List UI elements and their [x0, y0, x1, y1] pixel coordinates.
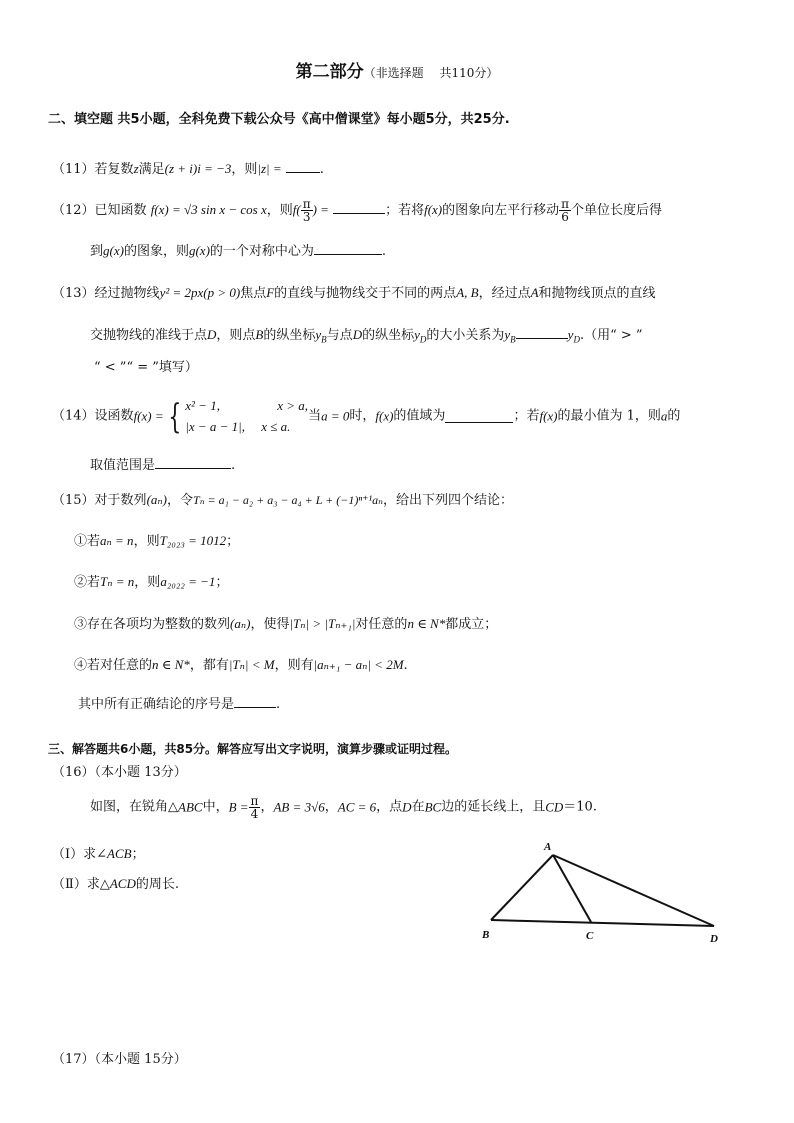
point-label-A: A — [544, 841, 552, 853]
q16-stem — [90, 795, 597, 820]
q13-AB: A, B — [456, 285, 479, 300]
segment-AD — [553, 855, 714, 926]
q12-l2-b: 的图象，则 — [123, 244, 189, 259]
q12-fraction-pi-6 — [559, 198, 571, 223]
q15-s1-e: ； — [226, 534, 240, 549]
q15-s3-a: ③存在各项均为整数的数列 — [74, 617, 231, 632]
q16-part-1 — [52, 846, 145, 863]
q14-a0: a = 0 — [321, 408, 350, 424]
q11-text-c: ，则 — [231, 162, 258, 177]
q13-answer-blank[interactable] — [516, 326, 568, 339]
q13-number: （13） — [52, 286, 95, 301]
q16-AC: AC = 6 — [337, 799, 377, 815]
q12-gx-2: g(x) — [188, 243, 210, 258]
q16-text-b: 中， — [202, 799, 229, 815]
q16-text-g: 边的延长线上，且 — [441, 799, 546, 815]
q14-text-g: 的最小值为 1，则 — [557, 408, 661, 424]
q14-text-a: 设函数 — [94, 408, 134, 424]
q14-text-h: 的 — [667, 408, 681, 424]
q13-l2-d: 与点 — [326, 328, 353, 343]
q12-f-open: f( — [292, 202, 301, 217]
q16-header: （16）（本小题 13分） — [52, 765, 187, 780]
question-14 — [52, 396, 680, 437]
q16-p1-a: （Ⅰ）求∠ — [52, 847, 108, 862]
q15-Tn-def: Tₙ = a₁ − a₂ + a₃ − a₄ + L + (−1)ⁿ⁺¹aₙ — [193, 493, 383, 507]
question-15 — [52, 492, 513, 509]
q15-s3-d: |Tₙ| > |Tₙ₊₁| — [289, 616, 356, 631]
question-13 — [52, 285, 656, 302]
section2-heading: 二、填空题 共5小题，全科免费下载公众号《高中僧课堂》每小题5分，共25分. — [48, 112, 510, 127]
q13-l1-c: 的直线与抛物线交于不同的两点 — [274, 286, 457, 301]
q16-frac-num: π — [250, 794, 259, 808]
q14-cond1: x > a, — [277, 398, 309, 413]
q13-D-2: D — [352, 327, 363, 342]
q16-text-f: 在 — [411, 799, 425, 815]
q15-s2-a: ②若 — [74, 575, 101, 590]
q15-s4-g: . — [403, 658, 408, 673]
q12-gx: g(x) — [103, 243, 124, 258]
q15-s1-a: ①若 — [74, 534, 101, 549]
q15-statement-3 — [74, 616, 497, 633]
q14-l2: 取值范围是 — [90, 458, 156, 473]
q12-text-b: ，则 — [266, 203, 293, 218]
q12-text-a: 已知函数 — [94, 203, 147, 218]
q16-text-h: ＝10. — [563, 799, 597, 815]
q12-fraction-pi-3 — [301, 198, 313, 223]
q15-text-b: ，令 — [167, 493, 194, 508]
q12-answer-blank-2[interactable] — [314, 242, 382, 255]
q13-yD-sub: D — [419, 334, 427, 345]
q16-fraction-pi-4 — [249, 795, 261, 820]
q13-yB2-sub: B — [510, 334, 516, 345]
q15-concl-text: 其中所有正确结论的序号是 — [78, 697, 235, 712]
left-brace: { — [167, 396, 181, 437]
q15-s3-c: ，使得 — [250, 617, 290, 632]
q13-l1-b: 焦点 — [240, 286, 267, 301]
q16-B: B = — [228, 799, 249, 815]
q13-l1-e: 和抛物线顶点的直线 — [538, 286, 656, 301]
q15-statement-1 — [74, 533, 239, 550]
q11-end: . — [319, 162, 324, 177]
q15-s4-d: |Tₙ| < M — [228, 657, 275, 672]
page-title — [0, 62, 794, 82]
q13-l1-d: ，经过点 — [478, 286, 531, 301]
q16-text-c: ， — [260, 799, 274, 815]
question-14-line2 — [90, 456, 235, 474]
segment-AB — [491, 855, 553, 920]
q13-A: A — [530, 285, 539, 300]
q14-end: . — [231, 458, 236, 473]
title-note: （非选择题 共110分） — [363, 66, 499, 80]
q16-text-d: ， — [324, 799, 338, 815]
q12-number: （12） — [52, 203, 95, 218]
q11-var-z: z — [133, 161, 139, 176]
q14-case1: x² − 1, — [185, 398, 220, 413]
q15-s3-b: (aₙ) — [230, 616, 251, 631]
q15-end: . — [276, 697, 281, 712]
q16-p1-angle: ACB — [107, 846, 132, 861]
q13-l1-a: 经过抛物线 — [94, 286, 160, 301]
q12-text-e: 个单位长度后得 — [571, 203, 663, 218]
q13-yB-2: y — [504, 327, 511, 342]
q15-s2-e: ； — [215, 575, 229, 590]
q14-var-a: a — [660, 408, 668, 424]
question-13-line3: “ < ”“ = ”填写） — [94, 360, 198, 375]
q16-AB: AB = 3√6 — [273, 799, 325, 815]
q15-conclusion — [78, 695, 280, 713]
q15-number: （15） — [52, 493, 95, 508]
q15-text-c: ，给出下列四个结论： — [382, 493, 513, 508]
q14-case2-row — [185, 417, 308, 438]
q15-s1-b: aₙ = n — [100, 533, 134, 548]
q13-B: B — [255, 327, 264, 342]
q12-frac-num: π — [302, 197, 311, 211]
q15-s1-c: ，则 — [133, 534, 160, 549]
q15-statement-2 — [74, 574, 228, 591]
q14-answer-blank-2[interactable] — [155, 456, 231, 469]
q13-D: D — [207, 327, 217, 342]
q13-yB-sub: B — [321, 334, 327, 345]
q16-BC: BC — [424, 799, 442, 815]
q12-function: f(x) = √3 sin x − cos x — [150, 202, 267, 217]
q16-p1-end: ； — [131, 847, 145, 862]
q15-s3-e: 对任意的 — [355, 617, 408, 632]
segment-BD — [491, 920, 714, 926]
q16-ABC: ABC — [178, 799, 203, 815]
q15-text-a: 对于数列 — [94, 493, 147, 508]
q11-number: （11） — [52, 162, 95, 177]
q13-F: F — [266, 285, 275, 300]
q14-case1-row — [185, 396, 308, 417]
q12-end: . — [381, 244, 387, 259]
q15-s2-b: Tₙ = n — [100, 574, 135, 589]
q14-piecewise — [185, 396, 308, 437]
q16-p2-a: （Ⅱ）求△ — [52, 877, 110, 892]
q11-text-b: 满足 — [138, 162, 165, 177]
question-12-line2 — [90, 242, 386, 260]
q15-answer-blank[interactable] — [234, 695, 276, 708]
q13-l2-b: ，则点 — [216, 328, 256, 343]
q11-equation: (z + i)i = −3 — [164, 161, 232, 176]
q14-text-b: 当 — [308, 408, 322, 424]
q14-text-c: 时， — [349, 408, 376, 424]
point-label-D: D — [710, 933, 718, 945]
q16-text-a: 如图，在锐角△ — [90, 799, 178, 815]
q16-text-e: ，点 — [376, 799, 403, 815]
point-label-B: B — [482, 929, 490, 941]
q15-s4-c: ，都有 — [189, 658, 229, 673]
question-12 — [52, 198, 662, 223]
q13-yD-2: y — [567, 327, 574, 342]
question-13-line2 — [90, 326, 643, 345]
q16-part-2 — [52, 876, 179, 893]
q14-fx-3: f(x) — [539, 408, 558, 424]
q13-l2-f: 的大小关系为 — [426, 328, 505, 343]
triangle-figure — [474, 836, 734, 948]
q16-frac-den: 4 — [250, 807, 259, 821]
q14-fx: f(x) = — [133, 408, 164, 424]
title-main: 第二部分 — [295, 62, 364, 82]
q16-D: D — [402, 799, 412, 815]
q15-s3-f: n ∈ N* — [407, 616, 446, 631]
q14-text-d: 的值域为 — [393, 408, 446, 424]
q14-fx-2: f(x) — [375, 408, 394, 424]
q15-s4-e: ，则有 — [274, 658, 314, 673]
q13-parabola: y² = 2px(p > 0) — [159, 285, 241, 300]
q14-answer-blank-1[interactable] — [445, 410, 513, 423]
q12-frac2-den: 6 — [561, 210, 569, 224]
q15-s2-c: ，则 — [134, 575, 161, 590]
q11-text-a: 若复数 — [94, 162, 134, 177]
segment-AC — [553, 855, 591, 922]
q13-l2-c: 的纵坐标 — [263, 328, 316, 343]
q12-frac-den: 3 — [302, 210, 311, 224]
q15-s4-a: ④若对任意的 — [74, 658, 153, 673]
q14-cond2: x ≤ a. — [261, 418, 291, 434]
q11-answer-blank[interactable] — [286, 160, 320, 173]
q12-frac2-num: π — [561, 197, 570, 211]
point-label-C: C — [586, 930, 594, 942]
q12-fx: f(x) — [424, 202, 443, 217]
q13-l2-a: 交抛物线的准线于点 — [90, 328, 208, 343]
q12-text-d: 的图象向左平行移动 — [442, 203, 560, 218]
q15-s3-g: 都成立； — [445, 617, 498, 632]
q11-abs: |z| = — [257, 161, 282, 176]
q13-l2-e: 的纵坐标 — [362, 328, 415, 343]
q15-statement-4 — [74, 657, 408, 674]
q12-l2-c: 的一个对称中心为 — [209, 244, 314, 259]
q17-header: （17）（本小题 15分） — [52, 1052, 187, 1067]
q14-case2: |x − a − 1|, — [185, 418, 245, 434]
q15-s4-b: n ∈ N* — [152, 657, 190, 672]
q15-s4-f: |aₙ₊₁ − aₙ| < 2M — [313, 657, 404, 672]
q16-CD: CD — [545, 799, 564, 815]
q12-answer-blank-1[interactable] — [333, 201, 385, 214]
q16-p2-end: 的周长. — [135, 877, 179, 892]
q15-s2-d: a₂₀₂₂ = −1 — [160, 574, 216, 589]
q12-l2-a: 到 — [90, 244, 104, 259]
q12-text-c: ；若将 — [385, 203, 425, 218]
q16-p2-tri: ACD — [109, 876, 136, 891]
q13-yD2-sub: D — [573, 334, 580, 345]
q15-s1-d: T₂₀₂₃ = 1012 — [159, 533, 227, 548]
q14-number: （14） — [52, 408, 95, 424]
q14-text-e: ；若 — [513, 408, 540, 424]
section3-heading: 三、解答题共6小题，共85分。解答应写出文字说明，演算步骤或证明过程。 — [48, 742, 458, 756]
q15-sequence: (aₙ) — [146, 492, 167, 507]
q13-l2-g: .（用“ > ” — [579, 328, 643, 343]
q13-yB: y — [315, 327, 322, 342]
q12-f-close: ) = — [312, 202, 329, 217]
q13-yD: y — [414, 327, 420, 342]
question-11 — [52, 160, 324, 178]
